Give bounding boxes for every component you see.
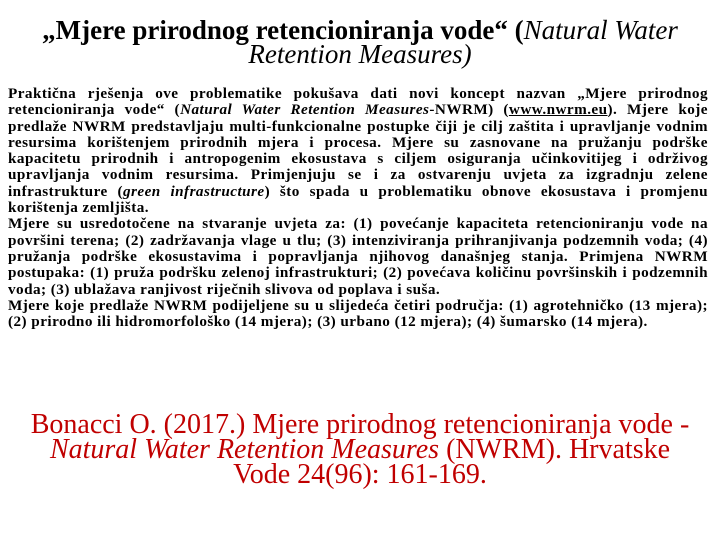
title-line-2: [0, 39, 720, 69]
paragraph-areas: Mjere koje predlaže NWRM podijeljene su u slijedeća četiri područja: (1) agrotehničko (13 mjera); (2) prirodno ili hidromorfološko (14 mjera); (3) urbano (12 mjera); (4) šumarsko (14 mjera).: [8, 296, 708, 331]
italic-term: green infrastructure: [123, 182, 265, 200]
body-text: [8, 86, 708, 330]
text-run: ) što spada u problematiku obnove ekosustava i promjenu korištenja zemljišta.: [8, 182, 708, 217]
text-run: ). Mjere koje predlaže NWRM predstavljaju multi-funkcionalne postupke čiji je cilj zaštita i upravljanje vodnim resursima korištenjem prirodnih mjera i procesa. Mjere su zasnovane na pružanju podrške kapacitetu prirodnih i antropogenim ekosustava s ciljem osiguranja učinkovitijeg i održivog upravljanja vodnim resursima. Primjenjuju se i za ostvarenju uvjeta za izgradnju zelene infrastrukture (: [8, 101, 709, 200]
title-closing-paren: ): [462, 39, 472, 69]
citation-line-1: Bonacci O. (2017.) Mjere prirodnog retencioniranja vode -: [30, 409, 690, 440]
citation-line-3: Vode 24(96): 161-169.: [233, 459, 487, 490]
paragraph-goals: Mjere su usredotočene na stvaranje uvjeta za: (1) povećanje kapaciteta retencioniranju vode na površini terena; (2) zadržavanja vlage u tlu; (3) intenziviranja prihranjivanja podzemnih voda; (4) pružanja podrške ekosustavima i popravljanja njihovog današnjeg stanja. Primjena NWRM postupaka: (1) pruža podršku zelenoj infrastrukturi; (2) povećava količinu površinskih i podzemnih voda; (3) ublažava ranjivost riječnih slivova od poplava i suša.: [8, 215, 708, 298]
text-run: Praktična rješenja ove problematike pokušava dati novi koncept nazvan „Mjere prirodnog retencioniranja vode“ (: [8, 85, 708, 119]
citation-journal: (NWRM). Hrvatske: [439, 434, 671, 465]
citation: [0, 409, 720, 490]
italic-term: Natural Water Retention Measures: [180, 101, 430, 119]
slide-title: [0, 15, 720, 69]
nwrm-website-link[interactable]: www.nwrm.eu: [508, 101, 608, 119]
text-run: -NWRM) (: [429, 101, 509, 119]
title-english-part2: Retention Measures: [248, 39, 463, 69]
citation-english-title: Natural Water Retention Measures: [49, 434, 440, 465]
title-croatian: „Mjere prirodnog retencioniranja vode“ (: [42, 15, 524, 45]
paragraph-intro: [8, 86, 708, 216]
title-english-part1: Natural Water: [523, 15, 678, 45]
